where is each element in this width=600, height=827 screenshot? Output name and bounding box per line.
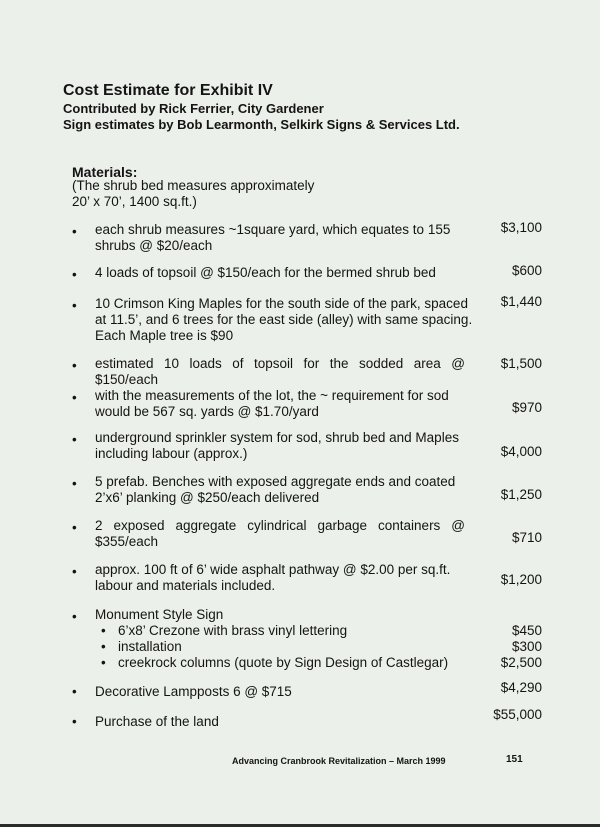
cost-item-maples [72,296,542,346]
cost-item-asphalt-pathway [72,562,542,596]
contributor-line: Contributed by Rick Ferrier, City Gardener [63,101,324,116]
item-amount: $600 [511,263,542,278]
page-number: 151 [506,754,523,765]
item-line: shrubs @ $20/each [95,238,213,253]
item-line: 5 prefab. Benches with exposed aggregate ends and coated [95,474,456,489]
item-line: would be 567 sq. yards @ $1.70/yard [95,404,319,419]
cost-item-lampposts [72,682,542,700]
bullet: • [72,267,77,282]
bullet: • [72,609,77,624]
item-line: 2’x6’ planking @ $250/each delivered [95,490,320,505]
materials-note-line: (The shrub bed measures approximately [72,178,315,193]
bullet: • [72,476,77,491]
item-text [95,474,465,506]
item-line: 4 loads of topsoil @ $150/each for the bermed shrub bed [95,265,436,280]
sign-sub-label: installation [118,639,182,654]
item-line: approx. 100 ft of 6’ wide asphalt pathway @ $2.00 per sq.ft. [95,562,451,577]
sign-sub-list [95,623,542,671]
cost-item-monument-sign [72,607,542,671]
bullet: • [101,655,106,670]
item-text [95,562,465,594]
sign-sub-label: 6’x8’ Crezone with brass vinyl lettering [118,623,348,638]
item-amount: $1,200 [500,572,542,587]
sign-sub-item [95,655,542,671]
page-title: Cost Estimate for Exhibit IV [63,82,273,99]
bullet: • [72,684,77,699]
item-amount: $1,440 [500,294,542,309]
sign-estimates-line: Sign estimates by Bob Learmonth, Selkirk Signs & Services Ltd. [63,117,460,132]
item-text [95,265,465,281]
bullet: • [101,623,106,638]
item-line: at 11.5’, and 6 trees for the east side (alley) with same spacing. [95,312,473,327]
item-line: 10 Crimson King Maples for the south side of the park, spaced [95,296,468,311]
sign-label: Monument Style Sign [95,607,224,622]
item-line: each shrub measures ~1square yard, which equates to 155 [95,222,451,237]
sign-sub-label: creekrock columns (quote by Sign Design of Castlegar) [118,655,449,670]
sign-sub-item [95,623,542,639]
item-line: including labour (approx.) [95,446,248,461]
sign-sub-amount: $450 [511,623,542,638]
bullet: • [72,298,77,313]
item-line: $355/each [95,534,159,549]
item-line: 2 exposed aggregate cylindrical garbage containers @ [95,518,465,533]
bullet: • [101,639,106,654]
item-line: with the measurements of the lot, the ~ requirement for sod [95,388,449,403]
item-text [95,430,465,462]
cost-item-benches [72,474,542,508]
bullet: • [72,224,77,239]
bullet: • [72,358,77,373]
cost-item-shrubs [72,222,542,256]
item-amount: $4,290 [500,680,542,695]
sign-sub-amount: $300 [511,639,542,654]
item-text [95,296,475,344]
bullet: • [72,520,77,535]
item-amount: $4,000 [500,444,542,459]
item-amount: $710 [511,530,542,545]
cost-item-topsoil-shrub-bed [72,265,542,283]
item-amount: $1,250 [500,487,542,502]
cost-item-topsoil-sod [72,356,542,387]
item-text [95,388,465,420]
bullet: • [72,564,77,579]
item-text [95,356,465,388]
cost-item-land [72,707,542,730]
item-amount: $1,500 [500,356,542,371]
materials-note-line: 20’ x 70’, 1400 sq.ft.) [72,194,197,209]
land-label: Purchase of the land [95,714,219,729]
cost-item-sprinkler [72,430,542,464]
item-line: labour and materials included. [95,578,276,593]
bullet: • [72,714,77,729]
materials-note [72,178,352,210]
item-amount: $970 [511,400,542,415]
item-line: Each Maple tree is $90 [95,328,234,343]
sign-sub-amount: $2,500 [500,655,542,670]
materials-heading: Materials: [72,164,138,180]
bullet: • [72,390,77,405]
item-line: underground sprinkler system for sod, shrub bed and Maples [95,430,459,445]
cost-item-sod [72,388,542,422]
item-line: estimated 10 loads of topsoil for the sodded area @ $150/each [95,356,465,387]
cost-item-garbage-containers [72,518,542,552]
item-text [95,222,465,254]
sign-sub-item [95,639,542,655]
bullet: • [72,432,77,447]
lampposts-label: Decorative Lampposts 6 @ $715 [95,684,292,699]
page-footer: Advancing Cranbrook Revitalization – March 1999 [232,756,446,766]
item-text [95,518,465,550]
item-amount: $3,100 [500,220,542,235]
item-amount: $55,000 [493,707,542,722]
